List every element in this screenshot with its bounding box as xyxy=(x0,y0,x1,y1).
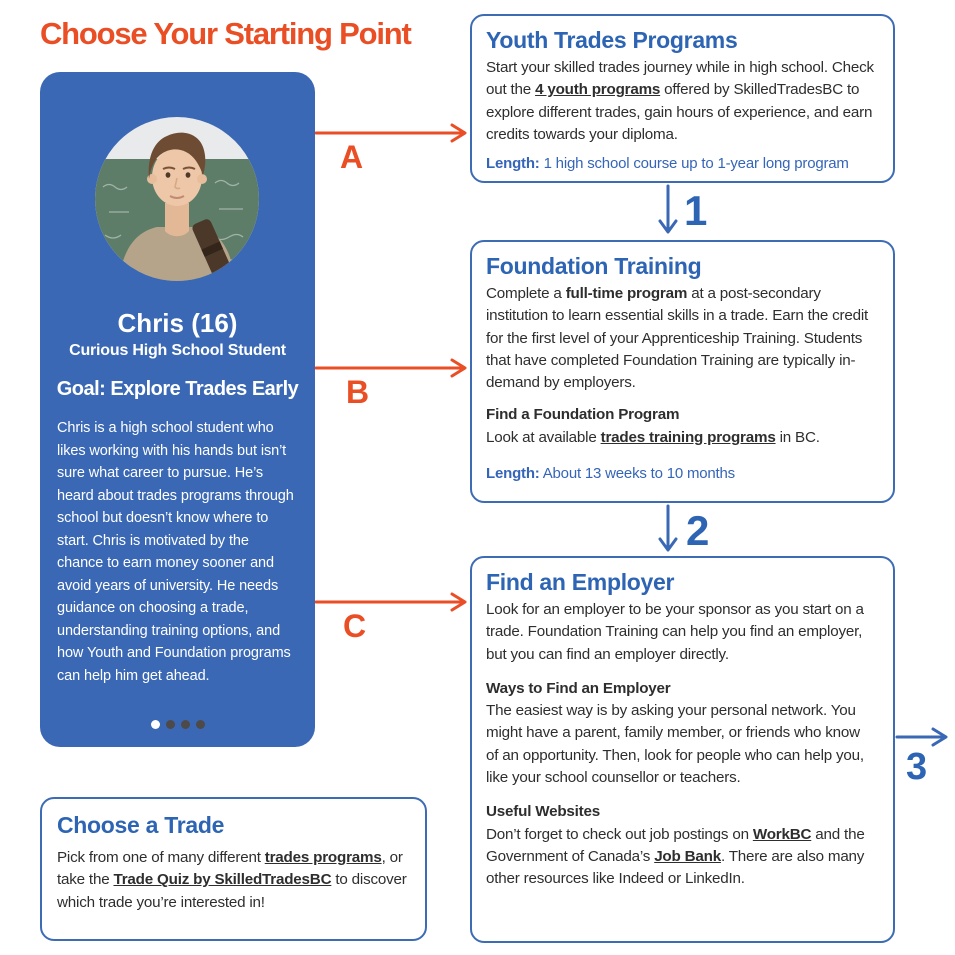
persona-description: Chris is a high school student who likes working with his hands but isn’t sure what career to pursue. He’s heard about trades programs through school but doesn’t know where to start. Chris is motivated by the chance to earn money sooner and avoid years of university. He needs guidance on choosing a trade, understanding training options, and how Youth and Foundation programs can help him get ahead. xyxy=(57,420,294,684)
choose-trade-body xyxy=(57,847,410,914)
page-title: Choose Your Starting Point xyxy=(40,16,411,51)
length-value: 1 high school course up to 1-year long program xyxy=(543,155,849,173)
persona-name: Chris (16) xyxy=(117,308,238,338)
choose-trade-title: Choose a Trade xyxy=(57,812,225,838)
persona-goal: Goal: Explore Trades Early xyxy=(56,378,299,400)
job-bank-link[interactable]: Job Bank xyxy=(654,847,721,865)
text-segment: at a post-secondary institution to learn essential skills in a trade. Earn the credit for the first level of your Apprenticeship Training. Students that have completed Foundation Training are typically in-demand by employers. xyxy=(486,285,869,392)
student-photo-icon xyxy=(95,117,259,281)
text-segment: Look at available xyxy=(486,428,601,446)
step-number-2: 2 xyxy=(686,507,710,554)
carousel-dot[interactable] xyxy=(181,720,190,729)
employer-section-websites xyxy=(486,801,875,890)
carousel-dot[interactable] xyxy=(166,720,175,729)
section-heading: Useful Websites xyxy=(486,803,601,821)
foundation-subheading: Find a Foundation Program xyxy=(486,406,680,424)
branch-label-c: C xyxy=(343,608,367,644)
avatar xyxy=(95,117,259,281)
trades-training-programs-link[interactable]: trades training programs xyxy=(600,428,776,446)
trades-programs-link[interactable]: trades programs xyxy=(264,849,382,866)
arrow-step-3-icon xyxy=(897,729,946,745)
text-segment: full-time program xyxy=(565,285,688,302)
text-segment: Start your skilled trades journey while in high school. Check out the xyxy=(486,59,874,99)
youth-programs-link[interactable]: 4 youth programs xyxy=(535,81,661,99)
length-value: About 13 weeks to 10 months xyxy=(542,465,735,483)
find-an-employer-box xyxy=(470,556,895,943)
foundation-sub-body xyxy=(486,427,875,449)
text-segment: Don’t forget to check out job postings on xyxy=(486,825,753,843)
arrow-a-icon xyxy=(316,125,465,141)
text-segment: , or take the xyxy=(57,849,403,889)
step-number-3: 3 xyxy=(906,746,928,788)
length-label: Length: xyxy=(486,155,540,173)
foundation-training-box xyxy=(470,240,895,503)
foundation-title: Foundation Training xyxy=(486,253,702,279)
section-body xyxy=(486,700,875,789)
carousel-dots xyxy=(40,720,315,729)
youth-trades-programs-box xyxy=(470,14,895,183)
section-body xyxy=(486,824,875,891)
youth-trades-title: Youth Trades Programs xyxy=(486,27,738,53)
text-segment: offered by SkilledTradesBC to explore different trades, gain hours of experience, and earn credits towards your diploma. xyxy=(486,81,873,143)
youth-trades-body xyxy=(486,57,875,146)
arrow-step-1-icon xyxy=(660,186,676,232)
employer-title: Find an Employer xyxy=(486,569,675,595)
section-heading: Ways to Find an Employer xyxy=(486,679,671,697)
persona-role: Curious High School Student xyxy=(69,342,286,359)
arrow-step-2-icon xyxy=(660,506,676,550)
choose-a-trade-box xyxy=(40,797,427,941)
text-segment: . There are also many other resources like Indeed or LinkedIn. xyxy=(486,847,865,888)
foundation-length xyxy=(486,465,875,482)
employer-section-ways xyxy=(486,678,875,789)
carousel-dot[interactable] xyxy=(151,720,160,729)
youth-trades-length xyxy=(486,155,875,172)
branch-label-a: A xyxy=(340,139,364,175)
text-segment: The easiest way is by asking your personal network. You might have a parent, family member, or friends who know of an opportunity. Then, look for people who can help you, like your school counsellor or teachers. xyxy=(486,702,864,787)
foundation-body xyxy=(486,283,875,394)
trade-quiz-link[interactable]: Trade Quiz by SkilledTradesBC xyxy=(113,871,332,889)
length-label: Length: xyxy=(486,465,540,483)
persona-card xyxy=(40,72,315,747)
text-segment: to discover which trade you’re interested in! xyxy=(57,871,407,911)
text-segment: in BC. xyxy=(775,428,820,446)
arrow-b-icon xyxy=(316,360,465,376)
arrow-c-icon xyxy=(316,594,465,610)
workbc-link[interactable]: WorkBC xyxy=(752,825,812,843)
text-segment: Look for an employer to be your sponsor as you start on a trade. Foundation Training can help you find an employer, but you can find an employer directly. xyxy=(486,601,864,663)
carousel-dot[interactable] xyxy=(196,720,205,729)
employer-body xyxy=(486,599,875,666)
branch-label-b: B xyxy=(346,374,370,410)
text-segment: Complete a xyxy=(486,285,566,302)
text-segment: Pick from one of many different xyxy=(57,849,265,866)
step-number-1: 1 xyxy=(684,187,708,234)
text-segment: and the Government of Canada’s xyxy=(486,825,865,865)
